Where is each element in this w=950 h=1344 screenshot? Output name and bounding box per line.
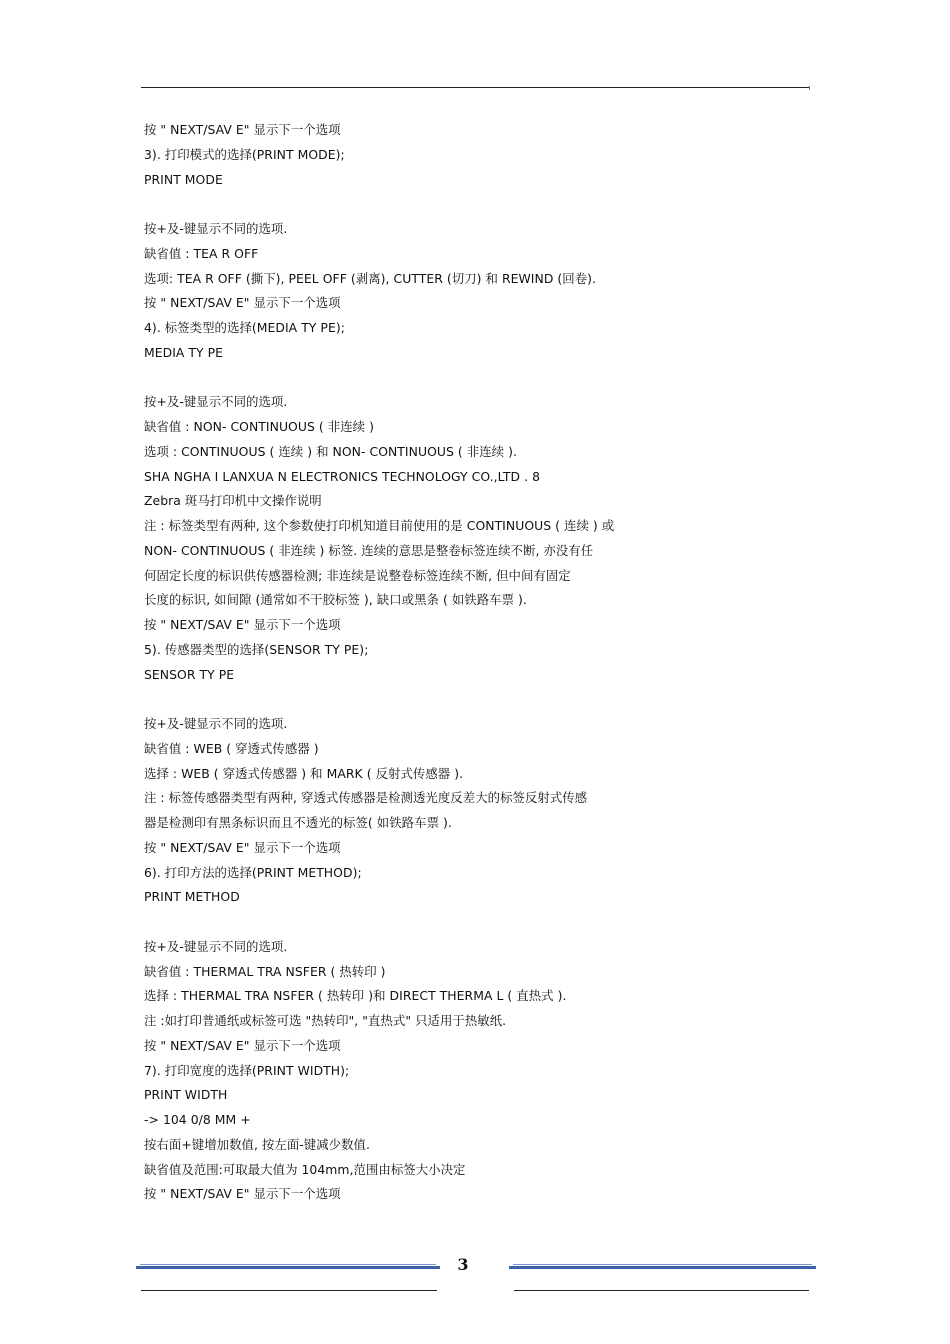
text-line: SHA NGHA I LANXUA N ELECTRONICS TECHNOLOGY CO.,LTD . 8	[144, 468, 541, 484]
text-line: PRINT MODE	[144, 171, 223, 187]
text-line: 选项: TEA R OFF (撕下), PEEL OFF (剥离), CUTTER (切刀) 和 REWIND (回卷).	[144, 270, 597, 286]
text-line: 何固定长度的标识供传感器检测; 非连续是说整卷标签连续不断, 但中间有固定	[144, 567, 571, 583]
text-line: 按 " NEXT/SAV E" 显示下一个选项	[144, 295, 341, 311]
text-line: 6). 打印方法的选择(PRINT METHOD);	[144, 864, 362, 880]
footer-accent-right	[509, 1266, 816, 1269]
text-line: 选择 : WEB ( 穿透式传感器 ) 和 MARK ( 反射式传感器 ).	[144, 765, 464, 781]
header-rule-tick	[809, 86, 810, 90]
text-line: 3). 打印模式的选择(PRINT MODE);	[144, 146, 345, 162]
blank-line	[144, 910, 844, 935]
text-line: 4). 标签类型的选择(MEDIA TY PE);	[144, 320, 345, 335]
text-line: 按+及-键显示不同的选项.	[144, 394, 288, 410]
text-line: 注 : 标签类型有两种, 这个参数使打印机知道目前使用的是 CONTINUOUS ( 连续 ) 或	[144, 518, 615, 533]
text-line: 7). 打印宽度的选择(PRINT WIDTH);	[144, 1062, 350, 1078]
text-line: 按右面+键增加数值, 按左面-键减少数值.	[144, 1136, 370, 1152]
text-line: 按 " NEXT/SAV E" 显示下一个选项	[144, 839, 341, 855]
header-rule	[141, 87, 810, 88]
text-line: 器是检测印有黑条标识而且不透光的标签( 如铁路车票 ).	[144, 815, 452, 830]
text-line: NON- CONTINUOUS ( 非连续 ) 标签. 连续的意思是整卷标签连续不断, 亦没有任	[144, 542, 594, 558]
text-line: 按+及-键显示不同的选项.	[144, 221, 288, 236]
blank-line	[144, 366, 844, 391]
text-line: SENSOR TY PE	[144, 666, 235, 682]
text-line: 按+及-键显示不同的选项.	[144, 716, 288, 731]
text-line: 缺省值 : NON- CONTINUOUS ( 非连续 )	[144, 419, 374, 434]
text-line: 缺省值 : WEB ( 穿透式传感器 )	[144, 740, 319, 756]
text-line: 长度的标识, 如间隙 (通常如不干胶标签 ), 缺口或黑条 ( 如铁路车票 ).	[144, 592, 527, 608]
text-line: 5). 传感器类型的选择(SENSOR TY PE);	[144, 641, 369, 657]
footer-rule-right	[514, 1290, 809, 1291]
blank-line	[144, 687, 844, 712]
text-line: MEDIA TY PE	[144, 344, 224, 360]
text-line: 缺省值 : THERMAL TRA NSFER ( 热转印 )	[144, 963, 386, 979]
text-line: 按+及-键显示不同的选项.	[144, 938, 288, 954]
text-line: PRINT WIDTH	[144, 1087, 228, 1103]
text-line: 缺省值及范围:可取最大值为 104mm,范围由标签大小决定	[144, 1161, 466, 1177]
page-number: 3	[457, 1255, 469, 1274]
text-line: PRINT METHOD	[144, 889, 240, 905]
text-line: 按 " NEXT/SAV E" 显示下一个选项	[144, 617, 341, 632]
footer-accent-left	[136, 1266, 440, 1269]
text-line: Zebra 斑马打印机中文操作说明	[144, 493, 322, 509]
text-line: 按 " NEXT/SAV E" 显示下一个选项	[144, 122, 341, 137]
document-body	[144, 118, 844, 1207]
text-line: 注 : 标签传感器类型有两种, 穿透式传感器是检测透光度反差大的标签反射式传感	[144, 790, 588, 806]
text-line: -> 104 0/8 MM +	[144, 1112, 251, 1127]
footer-rule-left	[141, 1290, 437, 1291]
text-line: 缺省值 : TEA R OFF	[144, 245, 259, 261]
blank-line	[144, 192, 844, 217]
text-line: 按 " NEXT/SAV E" 显示下一个选项	[144, 1037, 341, 1053]
text-line: 选项 : CONTINUOUS ( 连续 ) 和 NON- CONTINUOUS ( 非连续 ).	[144, 443, 517, 459]
text-line: 注 :如打印普通纸或标签可选 "热转印", "直热式" 只适用于热敏纸.	[144, 1013, 507, 1028]
text-line: 按 " NEXT/SAV E" 显示下一个选项	[144, 1186, 341, 1202]
text-line: 选择 : THERMAL TRA NSFER ( 热转印 )和 DIRECT THERMA L ( 直热式 ).	[144, 988, 567, 1004]
